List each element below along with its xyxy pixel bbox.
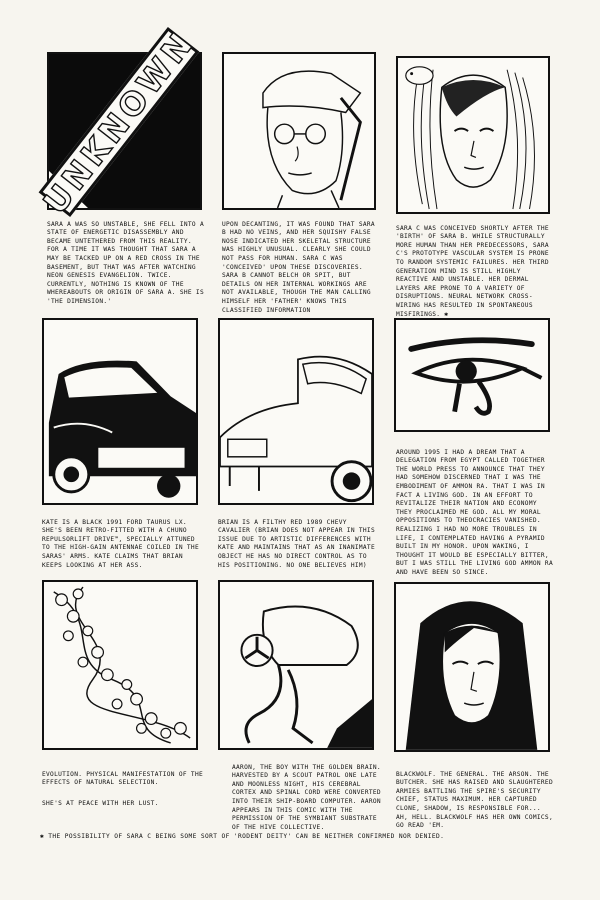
evolution-text-2: SHE'S AT PEACE WITH HER LUST. <box>42 800 159 808</box>
sara-c-illustration <box>398 58 548 212</box>
sara-c-panel <box>396 56 550 214</box>
blackwolf-caption <box>396 762 554 843</box>
ammon-ra-panel <box>394 318 550 432</box>
dna-helix-illustration <box>44 582 196 748</box>
evolution-panel <box>42 580 198 750</box>
evolution-text-1: EVOLUTION. PHYSICAL MANIFESTATION OF THE EFFECTS OF NATURAL SELECTION. <box>42 770 204 787</box>
brian-caption <box>218 510 383 583</box>
kate-panel <box>42 318 198 505</box>
blackwolf-text: BLACKWOLF. THE GENERAL. THE ARSON. THE BUTCHER. SHE HAS RAISED AND SLAUGHTERED ARMIES BATTLING THE SPIRE'S SECURITY CHIEF, STATUS MAXIMUM. HER CAPTURED CLONE, SHADOW, IS RESPONSIBLE FOR... AH, HELL. BLACKWOLF HAS HER OWN COMICS, GO READ 'EM. <box>396 770 553 830</box>
sara-c-text: SARA C WAS CONCEIVED SHORTLY AFTER THE 'BIRTH' OF SARA B. WHILE STRUCTURALLY MORE HUMAN THAN HER PREDECESSORS, SARA C'S PROTOTYPE VASCULAR SYSTEM IS PRONE TO RANDOM SYSTEMIC FAILURES. HER THIRD GENERATION MIND IS STILL HIGHLY REACTIVE AND UNSTABLE. HER DERMAL LAYERS ARE PRONE TO A VARIETY OF DISRUPTIONS. NEURAL NETWORK CROSS-WIRING HAS RESULTED IN SPONTANEOUS MISFIRINGS. ✱ <box>396 224 549 318</box>
blackwolf-panel <box>394 582 550 752</box>
rodent-icon <box>406 67 433 85</box>
footnote: ✱ THE POSSIBILITY OF SARA C BEING SOME SORT OF 'RODENT DEITY' CAN BE NEITHER CONFIRMED NOR DENIED. <box>40 833 445 840</box>
blackwolf-illustration <box>396 584 548 750</box>
aaron-text: AARON, THE BOY WITH THE GOLDEN BRAIN. HARVESTED BY A SCOUT PATROL ONE LATE AND MOONLESS NIGHT, HIS CEREBRAL CORTEX AND SPINAL CORD WERE CONVERTED INTO THEIR SHIP-BOARD COMPUTER. AARON APPEARS IN THIS COMIC WITH THE PERMISSION OF THE SYMBIANT SUBSTRATE OF THE HIVE COLLECTIVE. <box>232 763 381 831</box>
brian-panel <box>218 318 374 505</box>
kate-text: KATE IS A BLACK 1991 FORD TAURUS LX. SHE'S BEEN RETRO-FITTED WITH A CHUNO REPULSORLIFT DRIVE™, SPECIALLY ATTUNED TO THE HIGH-GAIN ANTENNAE COILED IN THE SARAS' ARMS. KATE CLAIMS THAT BRIAN KEEPS LOOKING AT HER ASS. <box>42 518 199 569</box>
sara-a-text: SARA A WAS SO UNSTABLE, SHE FELL INTO A STATE OF ENERGETIC DISASSEMBLY AND BECAME UNTETHERED FROM THIS REALITY. FOR A TIME IT WAS THOUGHT THAT SARA A MAY BE TACKED UP ON A RED CROSS IN THE BASEMENT, BUT THAT WAS AFTER WATCHING NEON GENESIS EVANGELION. TWICE. CURRENTLY, NOTHING IS KNOWN OF THE WHEREABOUTS OR ORIGIN OF SARA A. SHE IS 'THE DIMENSION.' <box>47 220 204 305</box>
aaron-caption <box>232 755 387 845</box>
evolution-caption <box>42 762 207 822</box>
kate-illustration <box>44 320 196 503</box>
brian-illustration <box>220 320 372 503</box>
aaron-panel <box>218 580 374 750</box>
kate-caption <box>42 510 207 583</box>
aaron-illustration <box>220 582 372 748</box>
ammon-ra-caption <box>396 440 556 590</box>
sara-b-illustration <box>224 54 374 208</box>
ammon-ra-text: AROUND 1995 I HAD A DREAM THAT A DELEGATION FROM EGYPT CALLED TOGETHER THE WORLD PRESS TO ANNOUNCE THAT THEY HAD SOMEHOW DISCERNED THAT I WAS THE EMBODIMENT OF AMMON RA. THAT I WAS IN FACT A LIVING GOD. IN AN EFFORT TO REVITALIZE THEIR NATION AND ECONOMY THEY PROCLAIMED ME GOD. ALL MY MORAL OPPOSITIONS TO THEOCRACIES VANISHED. REALIZING I HAD NO MORE TROUBLES IN LIFE, I CONTEMPLATED HAVING A PYRAMID BUILT IN MY HONOR. UPON WAKING, I THOUGHT IT WOULD BE ESPECIALLY BITTER, BUT I WAS STILL THE LIVING GOD AMMON RA AND HAVE BEEN SO SINCE. <box>396 448 553 576</box>
sara-c-caption <box>396 216 554 332</box>
sara-b-caption <box>222 212 382 328</box>
unknown-title-banner: UNKNOWN <box>35 22 203 222</box>
sara-b-text: UPON DECANTING, IT WAS FOUND THAT SARA B HAD NO VEINS, AND HER SQUISHY FALSE NOSE INDICATED HER SKELETAL STRUCTURE WAS HIGHLY UNUSUAL. CLEARLY SHE COULD NOT PASS FOR HUMAN. SARA C WAS 'CONCEIVED' UPON THESE DISCOVERIES. SARA B CANNOT BELCH OR SPIT, BUT DETAILS ON HER INTERNAL WORKINGS ARE NOT AVAILABLE, THOUGH THE MAN CALLING HIMSELF HER 'FATHER' KNOWS THIS CLASSIFIED INFORMATION <box>222 220 375 314</box>
sara-a-caption <box>47 212 207 319</box>
sara-b-panel <box>222 52 376 210</box>
brian-text: BRIAN IS A FILTHY RED 1989 CHEVY CAVALIER (BRIAN DOES NOT APPEAR IN THIS ISSUE DUE TO ARTISTIC DIFFERENCES WITH KATE AND MAINTAINS THAT AS AN INANIMATE OBJECT HE HAS NO DIRECT CONTROL AS TO HIS POSITIONING. NO ONE BELIEVES HIM) <box>218 518 375 569</box>
eye-of-horus-icon <box>396 320 548 430</box>
